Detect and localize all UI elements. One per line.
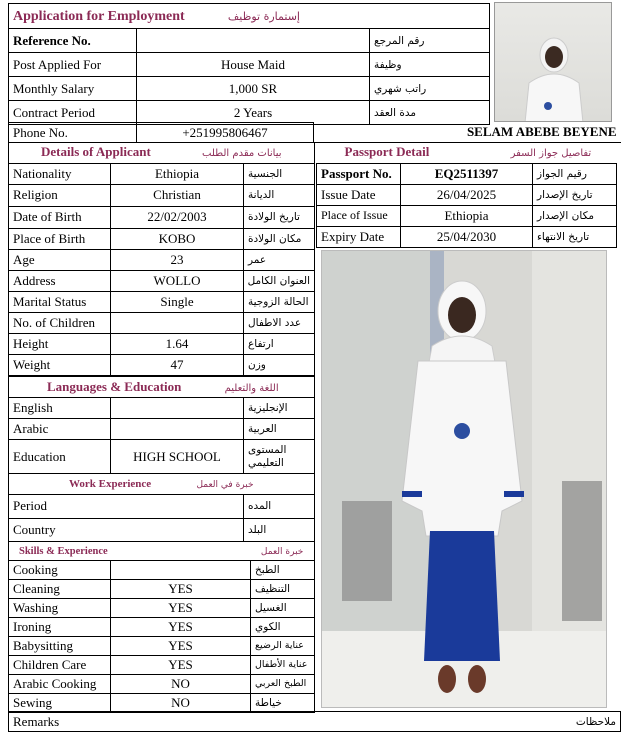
detail-label: Address [9, 270, 111, 291]
passport-value: Ethiopia [401, 205, 533, 226]
passport-label-ar: رقيم الجواز [533, 163, 617, 184]
phone-value: +251995806467 [137, 123, 314, 143]
detail-row [9, 249, 315, 270]
skill-row [9, 693, 315, 712]
contract-label: Contract Period [9, 101, 137, 125]
passport-label-ar: تاريخ الانتهاء [533, 226, 617, 247]
detail-label-ar: تاريخ الولادة [244, 206, 315, 228]
applicant-photo-full [321, 250, 607, 708]
passport-label: Expiry Date [317, 226, 401, 247]
education-row [9, 440, 315, 474]
skill-row [9, 636, 315, 655]
person-photo-full-icon [322, 251, 607, 708]
detail-label-ar: وزن [244, 354, 315, 375]
education-label: Education [9, 440, 111, 474]
passport-row [317, 226, 617, 247]
phone-label: Phone No. [9, 123, 137, 143]
skills-heading-ar: خبرة العمل [260, 547, 304, 558]
form-title-ar: إستمارة توظيف [227, 9, 300, 23]
passport-value: EQ2511397 [401, 163, 533, 184]
work-heading: Work Experience [69, 478, 152, 491]
detail-label: Age [9, 249, 111, 270]
detail-value: Ethiopia [111, 163, 244, 184]
skill-label: Ironing [9, 617, 111, 636]
detail-label-ar: عدد الاطفال [244, 312, 315, 333]
person-photo-small-icon [495, 3, 612, 122]
detail-label-ar: ارتفاع [244, 333, 315, 354]
detail-row [9, 228, 315, 249]
details-table [8, 142, 315, 376]
detail-label: No. of Children [9, 312, 111, 333]
education-value: HIGH SCHOOL [111, 440, 244, 474]
skill-value: YES [111, 617, 251, 636]
detail-label: Nationality [9, 163, 111, 184]
language-row [9, 398, 315, 419]
work-label-ar: البلد [244, 518, 315, 541]
contract-label-ar: مدة العقد [370, 101, 490, 125]
detail-row [9, 291, 315, 312]
remarks-label-ar: ملاحظات [315, 712, 621, 732]
skill-label-ar: التنظيف [251, 579, 315, 598]
passport-heading: Passport Detail [344, 144, 430, 160]
detail-value: WOLLO [111, 270, 244, 291]
skill-label: Washing [9, 598, 111, 617]
skill-label-ar: عناية الأطفال [251, 655, 315, 674]
detail-value: Christian [111, 184, 244, 206]
skills-table [8, 541, 315, 713]
detail-label: Place of Birth [9, 228, 111, 249]
detail-row [9, 184, 315, 206]
language-label-ar: الإنجليزية [244, 398, 315, 419]
applicant-name: SELAM ABEBE BEYENE [314, 123, 621, 143]
passport-label-ar: مكان الإصدار [533, 205, 617, 226]
detail-value: 23 [111, 249, 244, 270]
passport-row [317, 163, 617, 184]
detail-value: Single [111, 291, 244, 312]
salary-row [9, 77, 490, 101]
skill-value: YES [111, 598, 251, 617]
language-label: Arabic [9, 419, 111, 440]
passport-value: 26/04/2025 [401, 184, 533, 205]
skill-row [9, 617, 315, 636]
details-heading: Details of Applicant [41, 144, 151, 160]
education-label-ar: المستوى التعليمي [244, 440, 315, 474]
passport-row [317, 184, 617, 205]
reference-value [137, 29, 370, 53]
detail-label: Date of Birth [9, 206, 111, 228]
work-heading-ar: خبرة في العمل [196, 480, 254, 491]
detail-value: 47 [111, 354, 244, 375]
language-label-ar: العربية [244, 419, 315, 440]
remarks-table [8, 711, 621, 732]
salary-label-ar: راتب شهري [370, 77, 490, 101]
phone-table [8, 122, 621, 143]
post-value: House Maid [137, 53, 370, 77]
skill-row [9, 674, 315, 693]
skill-label-ar: الكوي [251, 617, 315, 636]
skill-label: Cleaning [9, 579, 111, 598]
work-row [9, 494, 315, 518]
work-row [9, 518, 315, 541]
skill-value: NO [111, 693, 251, 712]
detail-row [9, 312, 315, 333]
post-label-ar: وظيفة [370, 53, 490, 77]
detail-label-ar: الجنسية [244, 163, 315, 184]
header-table [8, 3, 490, 125]
detail-label-ar: عمر [244, 249, 315, 270]
remarks-label: Remarks [9, 712, 315, 732]
skill-label-ar: الطبخ العربي [251, 674, 315, 693]
passport-label-ar: تاريخ الإصدار [533, 184, 617, 205]
detail-label: Religion [9, 184, 111, 206]
post-label: Post Applied For [9, 53, 137, 77]
languages-heading: Languages & Education [47, 379, 182, 394]
skill-row [9, 655, 315, 674]
skill-label: Children Care [9, 655, 111, 674]
contract-value: 2 Years [137, 101, 370, 125]
passport-table [316, 142, 617, 248]
skill-label-ar: الغسيل [251, 598, 315, 617]
detail-label-ar: العنوان الكامل [244, 270, 315, 291]
skill-row [9, 598, 315, 617]
language-row [9, 419, 315, 440]
skill-value [111, 560, 251, 579]
passport-value: 25/04/2030 [401, 226, 533, 247]
skill-row [9, 560, 315, 579]
skill-value: NO [111, 674, 251, 693]
reference-row [9, 29, 490, 53]
passport-row [317, 205, 617, 226]
passport-heading-ar: تفاصيل جواز السفر [510, 148, 592, 160]
languages-heading-ar: اللغة والتعليم [224, 383, 279, 394]
work-label-ar: المده [244, 494, 315, 518]
detail-label-ar: الحالة الزوجية [244, 291, 315, 312]
contract-row [9, 101, 490, 125]
detail-value [111, 312, 244, 333]
skill-label: Sewing [9, 693, 111, 712]
skill-label: Cooking [9, 560, 111, 579]
detail-label: Weight [9, 354, 111, 375]
detail-label-ar: مكان الولادة [244, 228, 315, 249]
skill-label: Babysitting [9, 636, 111, 655]
skill-label-ar: عناية الرضيع [251, 636, 315, 655]
skill-value: YES [111, 655, 251, 674]
detail-row [9, 163, 315, 184]
salary-value: 1,000 SR [137, 77, 370, 101]
work-label: Period [9, 494, 244, 518]
passport-label: Passport No. [317, 163, 401, 184]
skill-value: YES [111, 579, 251, 598]
passport-label: Issue Date [317, 184, 401, 205]
detail-value: 1.64 [111, 333, 244, 354]
reference-label: Reference No. [9, 29, 137, 53]
detail-value: 22/02/2003 [111, 206, 244, 228]
work-table [8, 473, 315, 542]
skill-label: Arabic Cooking [9, 674, 111, 693]
languages-table [8, 376, 315, 474]
post-row [9, 53, 490, 77]
skill-row [9, 579, 315, 598]
skill-label-ar: الطبخ [251, 560, 315, 579]
detail-row [9, 206, 315, 228]
language-label: English [9, 398, 111, 419]
work-label: Country [9, 518, 244, 541]
skill-value: YES [111, 636, 251, 655]
language-value [111, 419, 244, 440]
passport-label: Place of Issue [317, 205, 401, 226]
detail-row [9, 333, 315, 354]
detail-label: Marital Status [9, 291, 111, 312]
skills-heading: Skills & Experience [19, 546, 108, 558]
details-heading-ar: بيانات مقدم الطلب [202, 148, 282, 160]
detail-label: Height [9, 333, 111, 354]
detail-row [9, 354, 315, 375]
reference-label-ar: رقم المرجع [370, 29, 490, 53]
form-title: Application for Employment [13, 8, 185, 24]
salary-label: Monthly Salary [9, 77, 137, 101]
detail-label-ar: الديانة [244, 184, 315, 206]
detail-row [9, 270, 315, 291]
applicant-photo-small [494, 2, 612, 122]
language-value [111, 398, 244, 419]
skill-label-ar: خياطة [251, 693, 315, 712]
detail-value: KOBO [111, 228, 244, 249]
